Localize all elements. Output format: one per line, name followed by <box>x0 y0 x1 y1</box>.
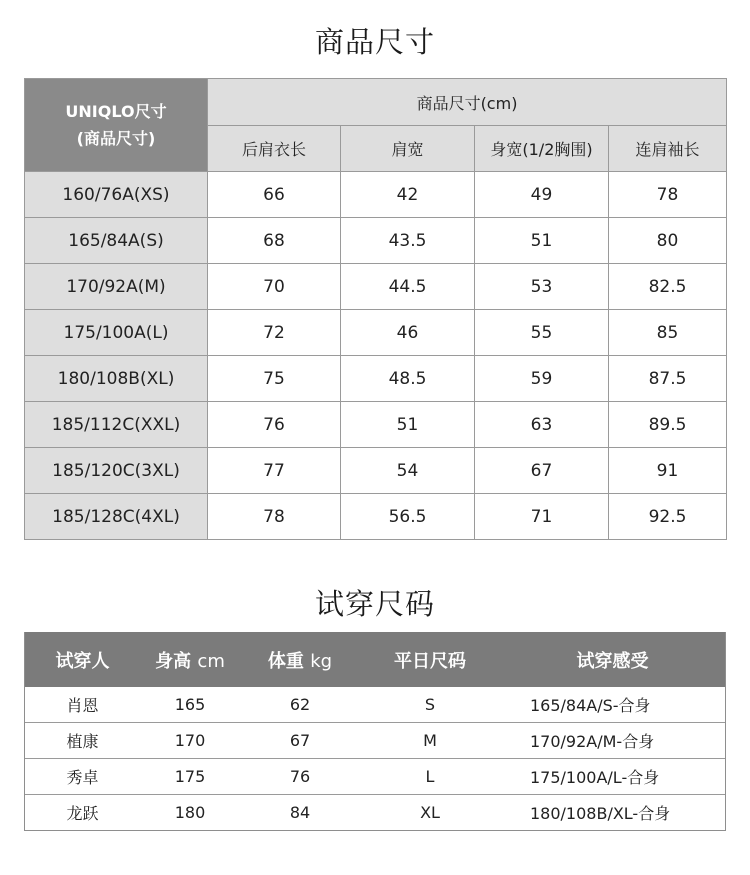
size-chart-row <box>25 448 727 494</box>
body-width-cell: 59 <box>475 356 609 402</box>
size-label-cell: 185/128C(4XL) <box>25 494 208 540</box>
tryon-header-usual-size: 平日尺码 <box>394 650 466 672</box>
back-length-cell: 78 <box>208 494 341 540</box>
tryon-person-cell: 龙跃 <box>66 804 99 823</box>
tryon-usual-size-cell: S <box>424 695 436 714</box>
sleeve-length-cell: 87.5 <box>609 356 727 402</box>
tryon-header-feeling: 试穿感受 <box>576 650 649 672</box>
tryon-person-cell: 植康 <box>66 732 99 751</box>
tryon-usual-size-cell: L <box>425 767 435 786</box>
body-width-cell: 55 <box>475 310 609 356</box>
sleeve-length-cell: 91 <box>609 448 727 494</box>
sleeve-length-cell: 92.5 <box>609 494 727 540</box>
size-chart-row <box>25 310 727 356</box>
size-label-cell: 175/100A(L) <box>25 310 208 356</box>
tryon-row <box>25 722 725 758</box>
body-width-cell: 67 <box>475 448 609 494</box>
back-length-cell: 77 <box>208 448 341 494</box>
tryon-weight-cell: 62 <box>289 695 311 714</box>
back-length-cell: 68 <box>208 218 341 264</box>
sleeve-length-cell: 78 <box>609 172 727 218</box>
shoulder-width-cell: 43.5 <box>341 218 475 264</box>
size-chart-row <box>25 264 727 310</box>
body-width-cell: 53 <box>475 264 609 310</box>
shoulder-width-cell: 42 <box>341 172 475 218</box>
sleeve-length-cell: 80 <box>609 218 727 264</box>
body-width-cell: 49 <box>475 172 609 218</box>
size-chart-row <box>25 494 727 540</box>
back-length-cell: 66 <box>208 172 341 218</box>
tryon-header-weight-unit: kg <box>310 650 333 672</box>
shoulder-width-cell: 51 <box>341 402 475 448</box>
tryon-header-height-unit: cm <box>197 650 225 672</box>
size-label-header <box>25 79 208 172</box>
tryon-weight-cell: 84 <box>289 803 311 822</box>
size-label-header-line2: (商品尺寸) <box>76 129 156 148</box>
tryon-weight-cell: 76 <box>289 767 311 786</box>
column-header-body-width: 身宽(1/2胸围) <box>475 126 609 172</box>
tryon-usual-size-cell: XL <box>420 803 440 822</box>
size-label-cell: 185/120C(3XL) <box>25 448 208 494</box>
tryon-row <box>25 687 725 722</box>
tryon-header-weight <box>240 647 360 673</box>
size-label-cell: 180/108B(XL) <box>25 356 208 402</box>
tryon-header-height-label: 身高 <box>155 650 192 672</box>
size-chart-row <box>25 218 727 264</box>
tryon-feeling-cell: 165/84A/S-合身 <box>530 696 651 715</box>
back-length-cell: 75 <box>208 356 341 402</box>
tryon-header-person: 试穿人 <box>55 650 110 672</box>
column-header-shoulder-width: 肩宽 <box>341 126 475 172</box>
size-chart-header-group-row <box>25 79 727 126</box>
tryon-person-cell: 肖恩 <box>66 696 99 715</box>
tryon-feeling-cell: 180/108B/XL-合身 <box>530 804 671 823</box>
shoulder-width-cell: 46 <box>341 310 475 356</box>
size-label-header-line1: UNIQLO尺寸 <box>65 102 167 121</box>
size-chart-body <box>25 172 727 540</box>
tryon-row <box>25 794 725 830</box>
size-label-cell: 185/112C(XXL) <box>25 402 208 448</box>
size-chart-table <box>24 78 727 540</box>
shoulder-width-cell: 44.5 <box>341 264 475 310</box>
tryon-person-cell: 秀卓 <box>66 768 99 787</box>
tryon-header-height <box>140 647 240 673</box>
size-label-cell: 170/92A(M) <box>25 264 208 310</box>
shoulder-width-cell: 48.5 <box>341 356 475 402</box>
back-length-cell: 72 <box>208 310 341 356</box>
tryon-height-cell: 170 <box>174 731 206 750</box>
tryon-feeling-cell: 175/100A/L-合身 <box>530 768 660 787</box>
tryon-feeling-cell: 170/92A/M-合身 <box>530 732 655 751</box>
tryon-title: 试穿尺码 <box>314 587 435 621</box>
back-length-cell: 76 <box>208 402 341 448</box>
column-header-sleeve-length: 连肩袖长 <box>609 126 727 172</box>
back-length-cell: 70 <box>208 264 341 310</box>
tryon-height-cell: 175 <box>174 767 206 786</box>
shoulder-width-cell: 54 <box>341 448 475 494</box>
body-width-cell: 51 <box>475 218 609 264</box>
size-label-cell: 160/76A(XS) <box>25 172 208 218</box>
size-chart-row <box>25 356 727 402</box>
measurement-group-header: 商品尺寸(cm) <box>208 79 727 126</box>
tryon-height-cell: 165 <box>174 695 206 714</box>
tryon-header-row <box>25 632 725 687</box>
size-chart-row <box>25 172 727 218</box>
tryon-height-cell: 180 <box>174 803 206 822</box>
size-label-cell: 165/84A(S) <box>25 218 208 264</box>
shoulder-width-cell: 56.5 <box>341 494 475 540</box>
size-chart-title: 商品尺寸 <box>314 25 435 59</box>
tryon-header-weight-label: 体重 <box>267 650 304 672</box>
tryon-table <box>24 632 726 831</box>
tryon-weight-cell: 67 <box>289 731 311 750</box>
sleeve-length-cell: 85 <box>609 310 727 356</box>
tryon-row <box>25 758 725 794</box>
tryon-body <box>25 687 725 830</box>
body-width-cell: 63 <box>475 402 609 448</box>
sleeve-length-cell: 82.5 <box>609 264 727 310</box>
sleeve-length-cell: 89.5 <box>609 402 727 448</box>
size-chart-row <box>25 402 727 448</box>
column-header-back-length: 后肩衣长 <box>208 126 341 172</box>
body-width-cell: 71 <box>475 494 609 540</box>
tryon-usual-size-cell: M <box>423 731 437 750</box>
